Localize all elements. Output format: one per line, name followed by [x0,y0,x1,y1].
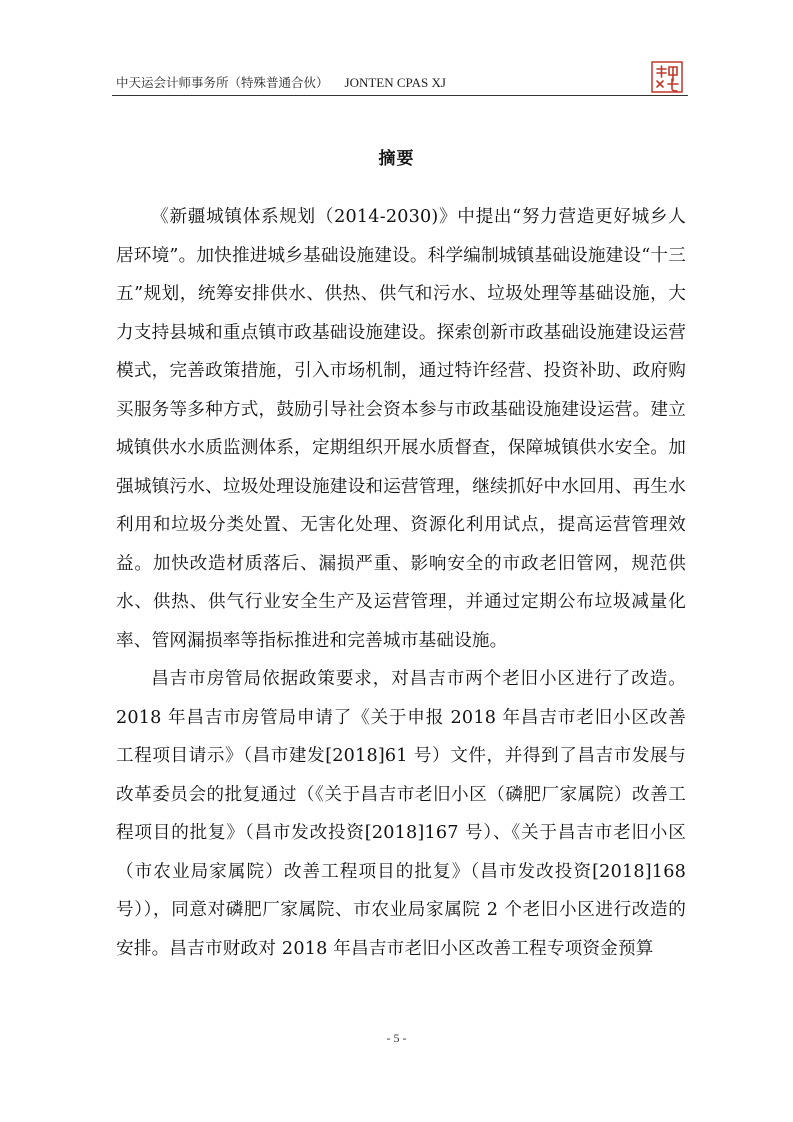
header-divider [112,95,688,96]
page-number: - 5 - [386,1031,407,1045]
firm-name-english: JONTEN CPAS XJ [344,75,446,90]
page-title: 摘要 [378,149,415,169]
body-paragraph: 《新疆城镇体系规划（2014-2030)》中提出“努力营造更好城乡人居环境”。加快推进城乡基础设施建设。科学编制城镇基础设施建设“十三五”规划，统筹安排供水、供热、供气和污水、垃圾处理等基础设施，大力支持县城和重点镇市政基础设施建设。探索创新市政基础设施建设运营模式，完善政策措施，引入市场机制，通过特许经营、投资补助、政府购买服务等多种方式，鼓励引导社会资本参与市政基础设施建设运营。建立城镇供水水质监测体系，定期组织开展水质督查，保障城镇供水安全。加强城镇污水、垃圾处理设施建设和运营管理，继续抓好中水回用、再生水利用和垃圾分类处置、无害化处理、资源化利用试点，提高运营管理效益。加快改造材质落后、漏损严重、影响安全的市政老旧管网，规范供水、供热、供气行业安全生产及运营管理，并通过定期公布垃圾减量化率、管网漏损率等指标推进和完善城市基础设施。 [116,207,686,651]
document-body [116,198,686,968]
firm-name-chinese: 中天运会计师事务所（特殊普通合伙） [116,75,329,90]
page-header [116,72,686,94]
body-paragraph: 昌吉市房管局依据政策要求，对昌吉市两个老旧小区进行了改造。2018 年昌吉市房管局申请了《关于申报 2018 年昌吉市老旧小区改善工程项目请示》（昌市建发[2018]61 号）文件，并得到了昌吉市发展与改革委员会的批复通过（《关于昌吉市老旧小区（磷肥厂家属院）改善工程项目的批复》（昌市发改投资[2018]167 号）、《关于昌吉市老旧小区（市农业局家属院）改善工程项目的批复》（昌市发改投资[2018]168 号）），同意对磷肥厂家属院、市农业局家属院 2 个老旧小区进行改造的安排。昌吉市财政对 2018 年昌吉市老旧小区改善工程专项资金预算 [116,669,686,959]
firm-seal-logo [650,60,684,94]
